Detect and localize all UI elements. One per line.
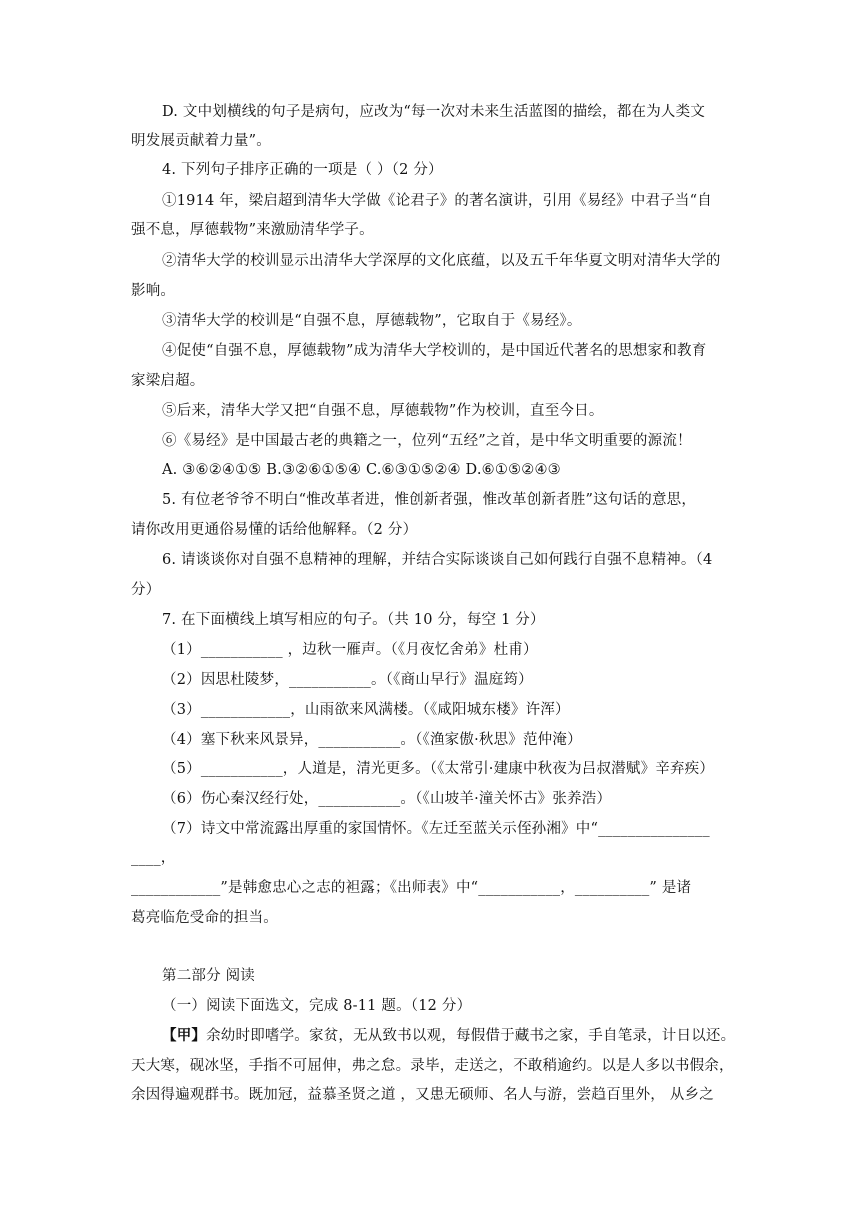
text-line: 明发展贡献着力量”。 [131, 133, 271, 149]
passage-line: 余因得遍观群书。既加冠，益慕圣贤之道 ，又患无硕师、名人与游，尝趋百里外， 从乡之 [131, 1087, 714, 1103]
text-line: ④促使“自强不息，厚德载物”成为清华大学校训的，是中国近代著名的思想家和教育 [162, 343, 707, 359]
fill-blank-4: （4）塞下秋来风景异，___________。（《渔家傲·秋思》范仲淹） [162, 732, 582, 748]
text-line: 请你改用更通俗易懂的话给他解释。（2 分） [131, 522, 418, 538]
passage-line [162, 1026, 735, 1046]
text-line: ①1914 年，梁启超到清华大学做《论君子》的著名演讲，引用《易经》中君子当“自 [162, 193, 712, 209]
text-line: 强不息，厚德载物”来激励清华学子。 [131, 222, 374, 238]
fill-blank-5: （5）___________，人道是，清光更多。（《太常引·建康中秋夜为吕叔潜赋》辛弃疾） [162, 761, 715, 777]
question-5: 5. 有位老爷爷不明白“惟改革者进，惟创新者强，惟改革创新者胜”这句话的意思， [162, 492, 697, 508]
text-line: D. 文中划横线的句子是病句，应改为“每一次对未来生活蓝图的描绘，都在为人类文 [162, 104, 706, 120]
section-heading: 第二部分 阅读 [162, 968, 256, 984]
text-line: ____________”是韩愈忠心之志的袒露；《出师表》中“___________，__________” 是诸 [131, 880, 692, 896]
passage-text: 余幼时即嗜学。家贫，无从致书以观，每假借于藏书之家，手自笔录，计日以还。 [206, 1028, 736, 1044]
text-line: 葛亮临危受命的担当。 [131, 910, 278, 926]
text-line: ②清华大学的校训显示出清华大学深厚的文化底蕴，以及五千年华夏文明对清华大学的 [162, 253, 721, 269]
fill-blank-1: （1）___________ ，边秋一雁声。（《月夜忆舍弟》杜甫） [162, 642, 538, 658]
passage-line: 天大寒，砚冰坚，手指不可屈伸，弗之怠。录毕，走送之，不敢稍逾约。以是人多以书假余， [131, 1058, 734, 1074]
text-line: 分） [131, 582, 161, 598]
passage-marker: 【甲】 [162, 1027, 207, 1044]
fill-blank-7: （7）诗文中常流露出厚重的家国情怀。《左迁至蓝关示侄孙湘》中“_______________ [162, 821, 710, 837]
text-line: ⑥《易经》是中国最古老的典籍之一，位列“五经”之首，是中华文明重要的源流！ [162, 433, 692, 449]
fill-blank-3: （3）____________，山雨欲来风满楼。（《咸阳城东楼》许浑） [162, 702, 570, 718]
text-line: 影响。 [131, 283, 176, 299]
text-line: ③清华大学的校训是“自强不息，厚德载物”，它取自于《易经》。 [162, 313, 582, 329]
text-line: 家梁启超。 [131, 373, 205, 389]
question-7: 7. 在下面横线上填写相应的句子。（共 10 分，每空 1 分） [162, 612, 545, 628]
question-4: 4. 下列句子排序正确的一项是（ ）（2 分） [162, 162, 443, 178]
text-line: ____， [131, 850, 176, 866]
reading-instruction: （一）阅读下面选文，完成 8-11 题。（12 分） [162, 998, 472, 1014]
text-line: ⑤后来，清华大学又把“自强不息，厚德载物”作为校训，直至今日。 [162, 403, 604, 419]
question-6: 6. 请谈谈你对自强不息精神的理解，并结合实际谈谈自己如何践行自强不息精神。（4 [162, 552, 713, 568]
fill-blank-6: （6）伤心秦汉经行处，___________。（《山坡羊·潼关怀古》张养浩） [162, 791, 612, 807]
answer-options: A. ③⑥②④①⑤ B.③②⑥①⑤④ C.⑥③①⑤②④ D.⑥①⑤②④③ [162, 462, 561, 478]
fill-blank-2: （2）因思杜陵梦，___________。（《商山早行》温庭筠） [162, 672, 533, 688]
